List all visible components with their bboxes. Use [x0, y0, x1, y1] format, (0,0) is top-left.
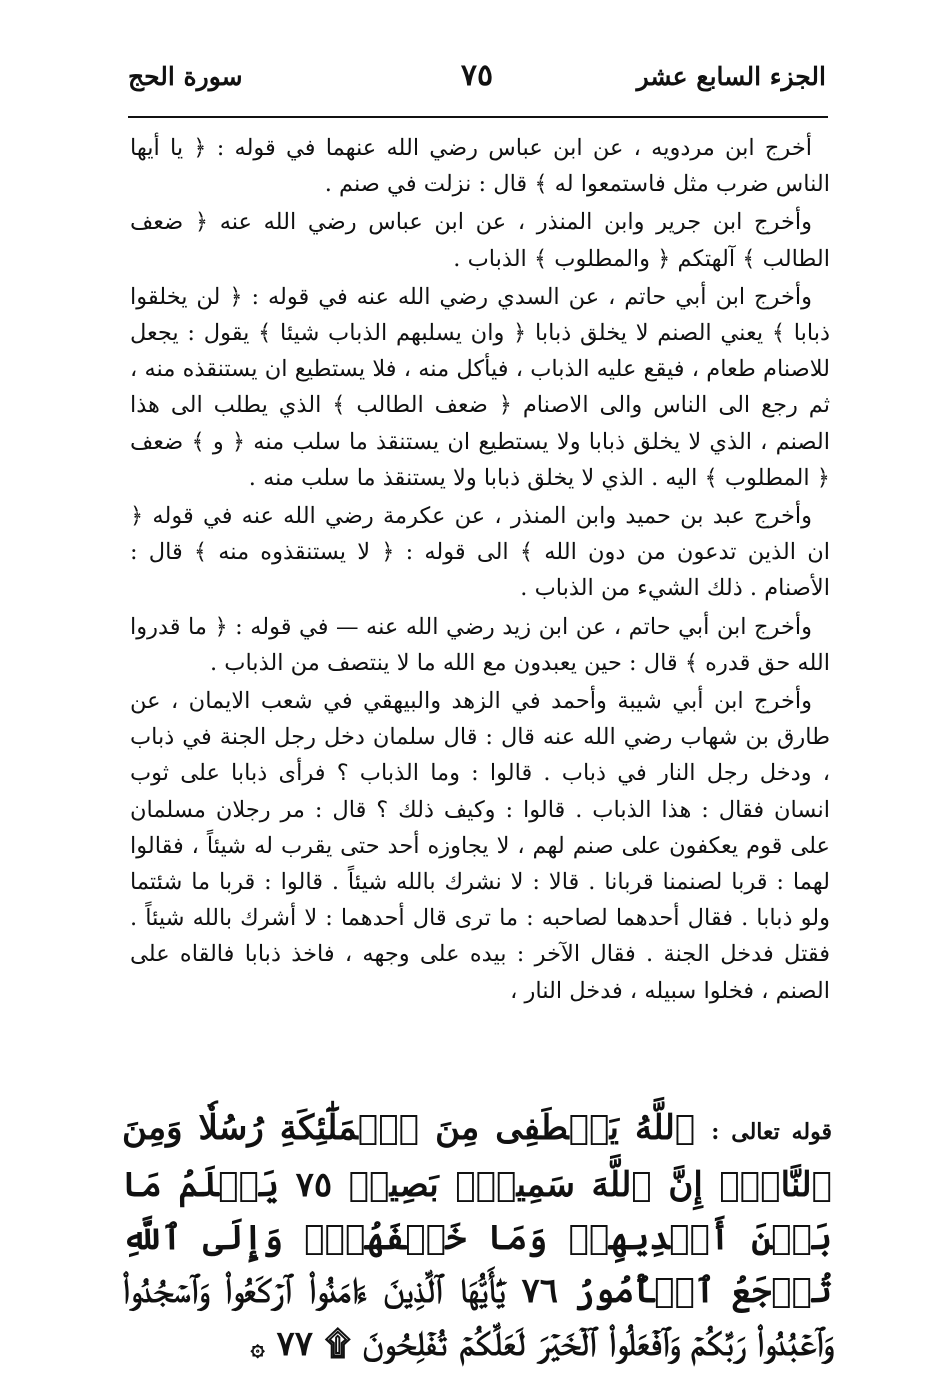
- paragraph-4: وأخرج عبد بن حميد وابن المنذر ، عن عكرمة رضي الله عنه في قوله ﴿ ان الذين تدعون من دون الله ﴾ الى قوله : ﴿ لا يستنقذوه منه ﴾ قال : الأصنام . ذلك الشيء من الذباب .: [130, 503, 830, 602]
- verse-text: ٱللَّهُ يَصۡطَفِى مِنَ ٱلۡمَلَٰٓئِكَةِ رُسُلٗا وَمِنَ ٱلنَّاسِۚ إِنَّ ٱللَّهَ سَمِيعُۢ بَصِيرٞ ٧٥ يَعۡلَمُ مَا بَيۡنَ أَيۡدِيهِمۡ وَمَا خَلۡفَهُمۡۗ وَإِلَى ٱللَّهِ تُرۡجَعُ ٱلۡأُمُورُ ٧٦ يَٰٓأَيُّهَا ٱلَّذِينَ ءَامَنُواْ ٱرۡكَعُواْ وَٱسۡجُدُواْ وَٱعۡبُدُواْ رَبَّكُمۡ وَٱفۡعَلُواْ ٱلۡخَيۡرَ لَعَلَّكُمۡ تُفۡلِحُونَ ۩ ٧٧: [122, 1108, 832, 1364]
- page-header: [128, 58, 826, 102]
- commentary-body: [130, 130, 830, 1009]
- paragraph-5: وأخرج ابن أبي حاتم ، عن ابن زيد رضي الله عنه — في قوله : ﴿ ما قدروا الله حق قدره ﴾ قال : حين يعبدون مع الله ما لا ينتصف من الذباب .: [130, 613, 830, 676]
- paragraph-2: وأخرج ابن جرير وابن المنذر ، عن ابن عباس رضي الله عنه ﴿ ضعف الطالب ﴾ آلهتكم ﴿ والمطلوب ﴾ الذباب .: [130, 209, 830, 272]
- end-mark-icon: ۞: [250, 1332, 265, 1361]
- quran-verses: [122, 1102, 832, 1373]
- page-number: ٧٥: [460, 58, 494, 93]
- paragraph-1: أخرج ابن مردويه ، عن ابن عباس رضي الله عنهما في قوله : ﴿ يا أيها الناس ضرب مثل فاستمعوا له ﴾ قال : نزلت في صنم .: [130, 135, 830, 198]
- juz-title: الجزء السابع عشر: [636, 62, 826, 91]
- paragraph-3: وأخرج ابن أبي حاتم ، عن السدي رضي الله عنه في قوله : ﴿ لن يخلقوا ذبابا ﴾ يعني الصنم لا يخلق ذبابا ﴿ وان يسلبهم الذباب شيئا ﴾ يقول : يجعل للاصنام طعام ، فيقع عليه الذباب ، فيأكل منه ، فلا يستطيع ان يستنقذه منه ، ثم رجع الى الناس والى الاصنام ﴿ ضعف الطالب ﴾ الذي يطلب الى هذا الصنم ، الذي لا يخلق ذبابا ولا يستطيع ان يستنقذ ما سلب منه ﴿ و ﴾ ضعف ﴿ المطلوب ﴾ اليه . الذي لا يخلق ذبابا ولا يستنقذ ما سلب منه .: [130, 283, 831, 491]
- paragraph-6: وأخرج ابن أبي شيبة وأحمد في الزهد والبيهقي في شعب الايمان ، عن طارق بن شهاب رضي الله عنه قال : قال سلمان دخل رجل الجنة في ذباب ، ودخل رجل النار في ذباب . قالوا : وما الذباب ؟ فرأى ذبابا على ثوب انسان فقال : هذا الذباب . قالوا : وكيف ذلك ؟ قال : مر رجلان مسلمان على قوم يعكفون على صنم لهم ، لا يجاوزه أحد حتى يقرب له شيئاً ، فقالوا لهما : قربا لصنمنا قربانا . قالا : لا نشرك بالله شيئاً . قالوا : قربا ما شئتما ولو ذبابا . فقال أحدهما لصاحبه : ما ترى قال أحدهما : لا أشرك بالله شيئاً . فقتل فدخل الجنة . فقال الآخر : بيده على وجهه ، فاخذ ذبابا فالقاه على الصنم ، فخلوا سبيله ، فدخل النار ،: [130, 688, 830, 1004]
- verse-intro: قوله تعالى :: [711, 1119, 832, 1145]
- header-rule: [128, 116, 828, 118]
- surah-title: سورة الحج: [128, 62, 243, 91]
